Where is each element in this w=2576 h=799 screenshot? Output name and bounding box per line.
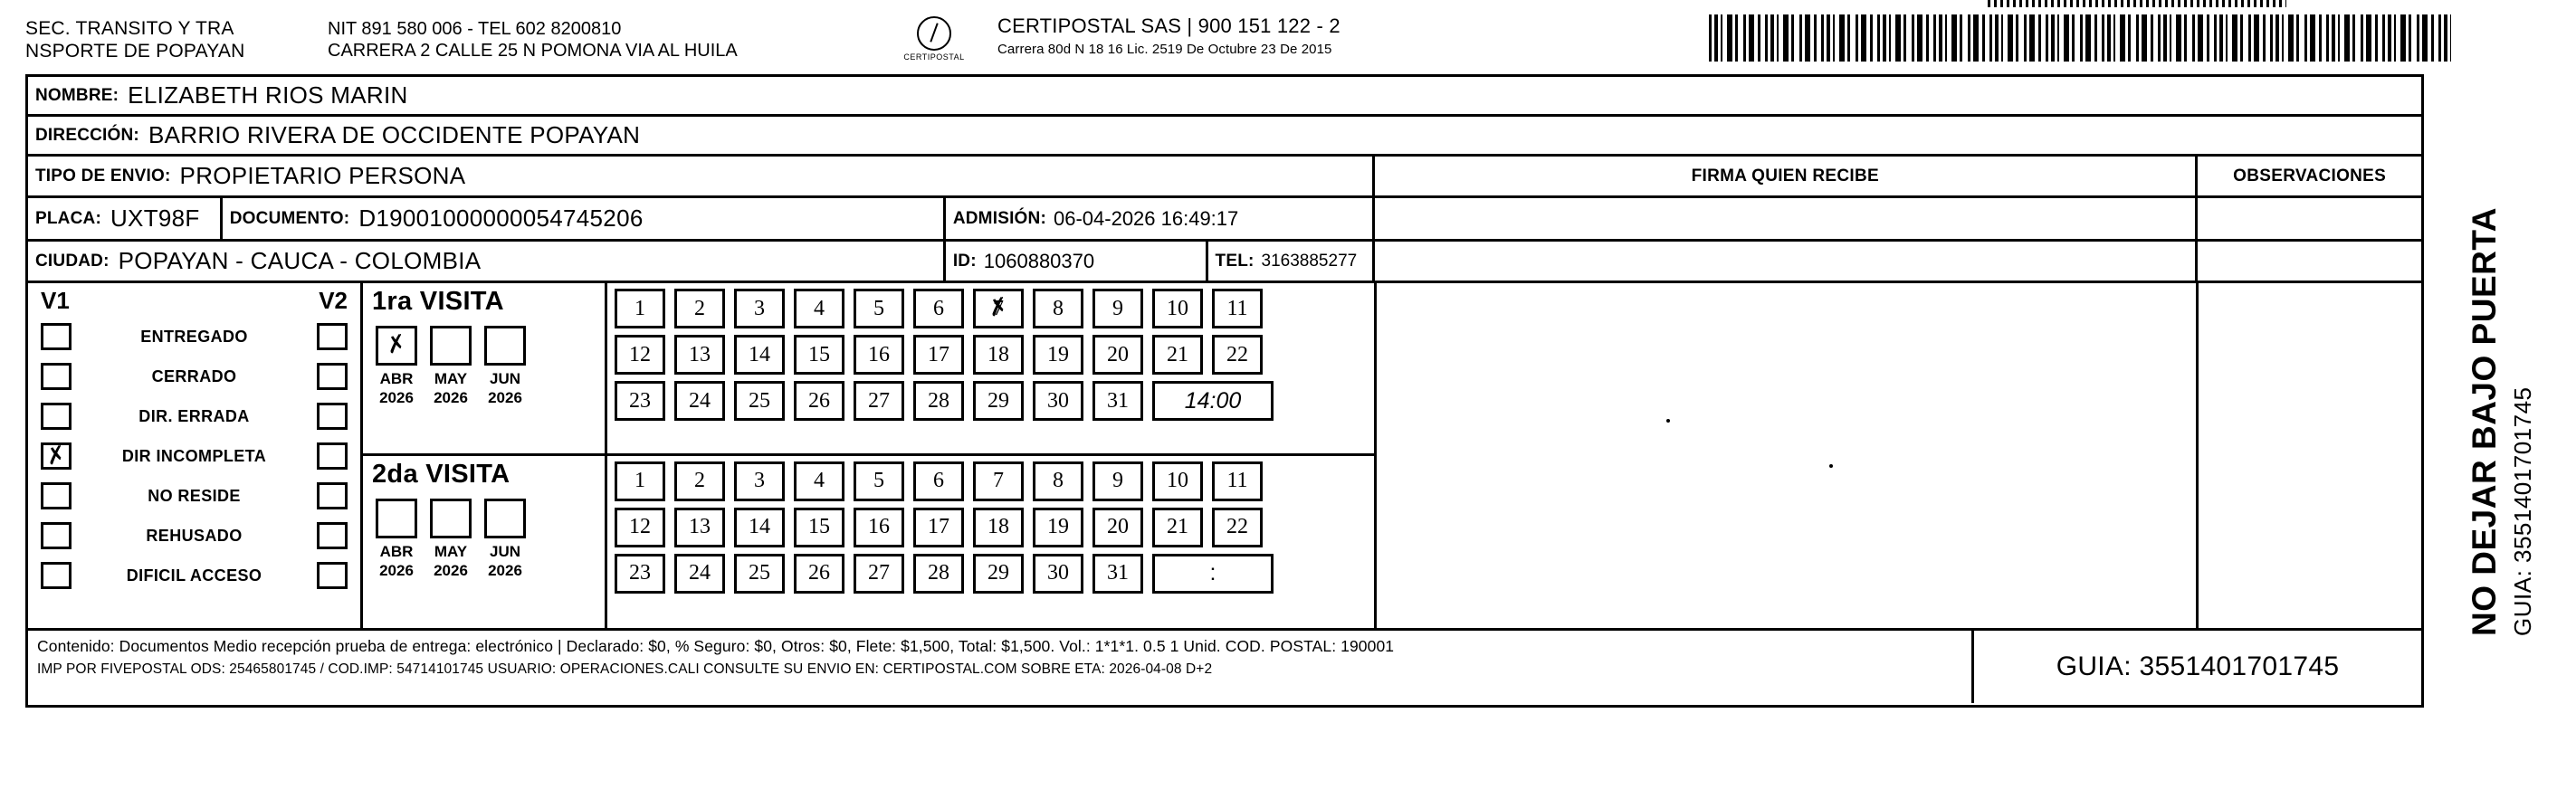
visit1-month-jun-checkbox[interactable] xyxy=(484,326,526,366)
status-label-rehusado: REHUSADO xyxy=(146,526,243,545)
firma-header: FIRMA QUIEN RECIBE xyxy=(1375,157,2198,195)
visit1-day-22[interactable]: 22 xyxy=(1212,335,1263,375)
visit2-day-1[interactable]: 1 xyxy=(615,461,665,501)
visit2-day-29[interactable]: 29 xyxy=(973,554,1024,594)
status-label-dir-incompleta: DIR INCOMPLETA xyxy=(121,446,267,465)
ciudad-value: POPAYAN - CAUCA - COLOMBIA xyxy=(118,247,482,274)
top-barcode-stub xyxy=(1988,0,2286,7)
footer-row xyxy=(28,631,2421,703)
documento-value: D19001000000054745206 xyxy=(358,205,644,232)
observaciones-area-top xyxy=(2198,198,2421,239)
visit1-may-name: MAY xyxy=(434,370,468,387)
sender-info xyxy=(25,13,315,63)
visit2-label-column xyxy=(363,456,607,628)
logo-label: CERTIPOSTAL xyxy=(903,52,965,62)
visit1-day-21[interactable]: 21 xyxy=(1152,335,1203,375)
visit1-title: 1ra VISITA xyxy=(372,287,504,316)
row-tipo-envio xyxy=(28,157,2421,198)
carrier-name: CERTIPOSTAL SAS | 900 151 122 - 2 xyxy=(997,14,1340,37)
placa-value: UXT98F xyxy=(110,205,200,232)
visit2-day-16[interactable]: 16 xyxy=(854,508,904,547)
checkbox-v2-entregado[interactable] xyxy=(317,323,348,350)
visit-block-1 xyxy=(363,283,1374,456)
id-value: 1060880370 xyxy=(983,249,1095,272)
visit2-month-checkboxes xyxy=(372,499,597,538)
visit1-day-3[interactable]: 3 xyxy=(734,289,785,328)
admision-label: ADMISIÓN: xyxy=(952,208,1046,228)
visit2-time-field[interactable]: : xyxy=(1152,554,1274,594)
status-label-dificil-acceso: DIFICIL ACCESO xyxy=(126,566,262,585)
visit2-day-14[interactable]: 14 xyxy=(734,508,785,547)
visit1-day-25[interactable]: 25 xyxy=(734,381,785,421)
waybill-main-box xyxy=(25,74,2424,708)
checkbox-v1-no-reside[interactable] xyxy=(41,482,72,509)
row-nombre xyxy=(28,77,2421,117)
visit2-day-22[interactable]: 22 xyxy=(1212,508,1263,547)
side-notice-guia: GUIA: 3551401701745 xyxy=(2509,386,2536,636)
documento-field xyxy=(223,198,946,239)
visit2-day-12[interactable]: 12 xyxy=(615,508,665,547)
visits-column xyxy=(363,283,1374,628)
visit2-day-3[interactable]: 3 xyxy=(734,461,785,501)
firma-area-mid xyxy=(1375,242,2198,281)
row-placa-documento xyxy=(28,198,2421,242)
status-row-no-reside xyxy=(28,476,360,516)
checkbox-v1-rehusado[interactable] xyxy=(41,522,72,549)
tel-value: 3163885277 xyxy=(1261,251,1358,271)
visit1-day-26[interactable]: 26 xyxy=(794,381,844,421)
visit2-day-11[interactable]: 11 xyxy=(1212,461,1263,501)
visit2-day-9[interactable]: 9 xyxy=(1092,461,1143,501)
status-row-rehusado xyxy=(28,516,360,556)
waybill-body xyxy=(28,283,2421,631)
visit2-day-6[interactable]: 6 xyxy=(913,461,964,501)
visit1-day-14[interactable]: 14 xyxy=(734,335,785,375)
visit1-day-13[interactable]: 13 xyxy=(674,335,725,375)
placa-label: PLACA: xyxy=(35,208,101,228)
visit1-day-27[interactable]: 27 xyxy=(854,381,904,421)
nombre-label: NOMBRE: xyxy=(35,85,119,105)
signature-area[interactable] xyxy=(1377,283,2199,628)
visit2-may-name: MAY xyxy=(434,542,468,560)
visit2-abr-year: 2026 xyxy=(379,561,414,579)
tel-field xyxy=(1208,242,1376,281)
row-direccion xyxy=(28,117,2421,157)
visit2-day-17[interactable]: 17 xyxy=(913,508,964,547)
visit1-day-17[interactable]: 17 xyxy=(913,335,964,375)
status-row-dir-errada xyxy=(28,396,360,436)
footer-guia-number: GUIA: 3551401701745 xyxy=(2056,652,2340,681)
carrier-license: Carrera 80d N 18 16 Lic. 2519 De Octubre 23 De 2015 xyxy=(997,42,1332,57)
checkbox-v2-dir-incompleta[interactable] xyxy=(317,442,348,470)
visit2-month-abr-checkbox[interactable] xyxy=(376,499,417,538)
visit1-day-16[interactable]: 16 xyxy=(854,335,904,375)
guia-barcode xyxy=(1709,14,2451,62)
tipo-envio-value: PROPIETARIO PERSONA xyxy=(179,162,466,189)
visit1-days-row-2 xyxy=(615,335,1374,375)
visit-block-2 xyxy=(363,456,1374,628)
visit2-month-may-checkbox[interactable] xyxy=(430,499,472,538)
visit1-day-24[interactable]: 24 xyxy=(674,381,725,421)
visit1-day-30[interactable]: 30 xyxy=(1033,381,1083,421)
checkbox-v2-dificil-acceso[interactable] xyxy=(317,562,348,589)
visit1-day-29[interactable]: 29 xyxy=(973,381,1024,421)
visit1-month-jun-label xyxy=(484,369,526,408)
visit2-abr-name: ABR xyxy=(379,542,414,560)
visit1-month-labels xyxy=(372,369,597,408)
logo-mark-icon xyxy=(917,16,951,51)
tipo-envio-label: TIPO DE ENVIO: xyxy=(35,166,171,185)
visit2-day-20[interactable]: 20 xyxy=(1092,508,1143,547)
documento-label: DOCUMENTO: xyxy=(229,208,350,228)
observaciones-area[interactable] xyxy=(2199,283,2421,628)
visit2-day-21[interactable]: 21 xyxy=(1152,508,1203,547)
visit2-day-15[interactable]: 15 xyxy=(794,508,844,547)
visit1-time-field[interactable]: 14:00 xyxy=(1152,381,1274,421)
id-label: ID: xyxy=(952,251,977,271)
id-field xyxy=(946,242,1208,281)
status-row-entregado xyxy=(28,317,360,357)
status-label-no-reside: NO RESIDE xyxy=(148,486,241,505)
admision-value: 06-04-2026 16:49:17 xyxy=(1053,206,1239,230)
row-ciudad xyxy=(28,242,2421,283)
status-label-entregado: ENTREGADO xyxy=(140,327,248,346)
visit1-day-2[interactable]: 2 xyxy=(674,289,725,328)
visit1-label-column xyxy=(363,283,607,453)
visit1-month-abr-checkbox[interactable] xyxy=(376,326,417,366)
checkbox-v2-cerrado[interactable] xyxy=(317,363,348,390)
visit2-day-19[interactable]: 19 xyxy=(1033,508,1083,547)
carrier-info xyxy=(997,13,1559,57)
checkbox-v1-cerrado[interactable] xyxy=(41,363,72,390)
visit1-day-15[interactable]: 15 xyxy=(794,335,844,375)
visit1-days-row-1 xyxy=(615,289,1374,328)
visit1-abr-year: 2026 xyxy=(379,389,414,407)
checkbox-v1-dir-incompleta[interactable] xyxy=(41,442,72,470)
visit1-day-4[interactable]: 4 xyxy=(794,289,844,328)
status-label-dir-errada: DIR. ERRADA xyxy=(138,406,250,425)
visit2-day-24[interactable]: 24 xyxy=(674,554,725,594)
v-headers xyxy=(28,287,360,317)
visit2-days-row-3 xyxy=(615,554,1374,594)
visit1-abr-name: ABR xyxy=(379,370,414,387)
visit2-day-31[interactable]: 31 xyxy=(1092,554,1143,594)
document-header xyxy=(25,13,2451,72)
tipo-envio-field xyxy=(28,157,1375,195)
visit1-day-7[interactable]: 7 ✗ xyxy=(973,289,1024,328)
visit2-day-5[interactable]: 5 xyxy=(854,461,904,501)
firma-area-top xyxy=(1375,198,2198,239)
visit2-day-13[interactable]: 13 xyxy=(674,508,725,547)
visit2-month-jun-checkbox[interactable] xyxy=(484,499,526,538)
visit2-month-abr-label xyxy=(376,542,417,581)
visit1-day-18[interactable]: 18 xyxy=(973,335,1024,375)
barcode-area xyxy=(1559,13,2451,66)
visit1-month-may-checkbox[interactable] xyxy=(430,326,472,366)
checkbox-v2-rehusado[interactable] xyxy=(317,522,348,549)
visit1-month-checkboxes xyxy=(372,326,597,366)
sender-nit: NIT 891 580 006 - TEL 602 8200810 xyxy=(328,19,622,39)
visit1-days-grid xyxy=(607,283,1374,453)
footer-line-2: IMP POR FIVEPOSTAL ODS: 25465801745 / COD.IMP: 54714101745 USUARIO: OPERACIONES.CALI CONSULTE SU ENVIO EN: CERTIPOSTAL.COM SOBRE ETA: 2026-04-08 D+2 xyxy=(37,661,1213,677)
visit2-day-7[interactable]: 7 xyxy=(973,461,1024,501)
visit1-day-31[interactable]: 31 xyxy=(1092,381,1143,421)
direccion-value: BARRIO RIVERA DE OCCIDENTE POPAYAN xyxy=(148,121,641,148)
placa-field xyxy=(28,198,223,239)
visit2-day-4[interactable]: 4 xyxy=(794,461,844,501)
visit2-month-labels xyxy=(372,542,597,581)
visit1-day-28[interactable]: 28 xyxy=(913,381,964,421)
footer-text-block xyxy=(28,631,1974,703)
visit1-month-abr-label xyxy=(376,369,417,408)
visit1-month-may-label xyxy=(430,369,472,408)
visit2-days-row-2 xyxy=(615,508,1374,547)
visit1-day-9[interactable]: 9 xyxy=(1092,289,1143,328)
status-row-dificil-acceso xyxy=(28,556,360,595)
v1-label: V1 xyxy=(41,287,70,314)
visit1-may-year: 2026 xyxy=(434,389,468,407)
visit2-days-row-1 xyxy=(615,461,1374,501)
delivery-attempt-section xyxy=(28,283,1377,628)
signature-mark-2 xyxy=(1829,464,1833,468)
status-row-dir-incompleta xyxy=(28,436,360,476)
nombre-field xyxy=(28,77,415,114)
visit2-day-18[interactable]: 18 xyxy=(973,508,1024,547)
visit1-day-1[interactable]: 1 xyxy=(615,289,665,328)
visit2-day-26[interactable]: 26 xyxy=(794,554,844,594)
visit2-day-8[interactable]: 8 xyxy=(1033,461,1083,501)
certipostal-logo xyxy=(871,13,997,62)
sender-line-2: NSPORTE DE POPAYAN xyxy=(25,40,245,62)
direccion-field xyxy=(28,117,647,154)
visit1-day-5[interactable]: 5 xyxy=(854,289,904,328)
ciudad-field xyxy=(28,242,946,281)
visit2-days-grid xyxy=(607,456,1374,628)
checkbox-v2-no-reside[interactable] xyxy=(317,482,348,509)
direccion-label: DIRECCIÓN: xyxy=(35,125,139,145)
visit1-day-12[interactable]: 12 xyxy=(615,335,665,375)
visit2-day-27[interactable]: 27 xyxy=(854,554,904,594)
checkbox-v1-dir-errada[interactable] xyxy=(41,403,72,430)
visit2-day-25[interactable]: 25 xyxy=(734,554,785,594)
status-checkbox-column xyxy=(28,283,363,628)
visit1-day-11[interactable]: 11 xyxy=(1212,289,1263,328)
side-notice-main: NO DEJAR BAJO PUERTA xyxy=(2466,207,2503,636)
visit2-day-2[interactable]: 2 xyxy=(674,461,725,501)
sender-line-1: SEC. TRANSITO Y TRA xyxy=(25,18,234,39)
visit1-days-row-3 xyxy=(615,381,1374,421)
visit2-may-year: 2026 xyxy=(434,561,468,579)
visit1-day-8[interactable]: 8 xyxy=(1033,289,1083,328)
visit2-day-23[interactable]: 23 xyxy=(615,554,665,594)
visit2-day-28[interactable]: 28 xyxy=(913,554,964,594)
checkbox-v2-dir-errada[interactable] xyxy=(317,403,348,430)
visit1-jun-year: 2026 xyxy=(488,389,522,407)
visit2-month-may-label xyxy=(430,542,472,581)
visit2-jun-name: JUN xyxy=(489,542,520,560)
visit1-day-10[interactable]: 10 xyxy=(1152,289,1203,328)
sender-address: CARRERA 2 CALLE 25 N POMONA VIA AL HUILA xyxy=(328,41,738,61)
footer-line-1: Contenido: Documentos Medio recepción prueba de entrega: electrónico | Declarado: $0, % Seguro: $0, Otros: $0, Flete: $1,500, Total: $1,500. Vol.: 1*1*1. 0.5 1 Unid. COD. POSTAL: 190001 xyxy=(37,637,1395,655)
visit2-month-jun-label xyxy=(484,542,526,581)
visit1-day-19[interactable]: 19 xyxy=(1033,335,1083,375)
status-row-cerrado xyxy=(28,357,360,396)
tel-label: TEL: xyxy=(1215,251,1255,271)
observaciones-header: OBSERVACIONES xyxy=(2233,166,2387,185)
sender-nit-info xyxy=(315,13,871,62)
side-vertical-notice xyxy=(2458,80,2567,659)
admision-field xyxy=(946,198,1375,239)
v2-label: V2 xyxy=(319,287,348,314)
nombre-value: ELIZABETH RIOS MARIN xyxy=(128,81,408,109)
ciudad-label: CIUDAD: xyxy=(35,251,110,271)
visit1-day-20[interactable]: 20 xyxy=(1092,335,1143,375)
status-label-cerrado: CERRADO xyxy=(151,366,237,385)
observaciones-area-mid xyxy=(2198,242,2421,281)
visit1-day-6[interactable]: 6 xyxy=(913,289,964,328)
visit2-jun-year: 2026 xyxy=(488,561,522,579)
visit2-day-30[interactable]: 30 xyxy=(1033,554,1083,594)
visit2-day-10[interactable]: 10 xyxy=(1152,461,1203,501)
signature-mark-1 xyxy=(1666,419,1670,423)
checkbox-v1-entregado[interactable] xyxy=(41,323,72,350)
visit1-day-23[interactable]: 23 xyxy=(615,381,665,421)
visit2-title: 2da VISITA xyxy=(372,459,510,489)
checkbox-v1-dificil-acceso[interactable] xyxy=(41,562,72,589)
visit1-jun-name: JUN xyxy=(489,370,520,387)
